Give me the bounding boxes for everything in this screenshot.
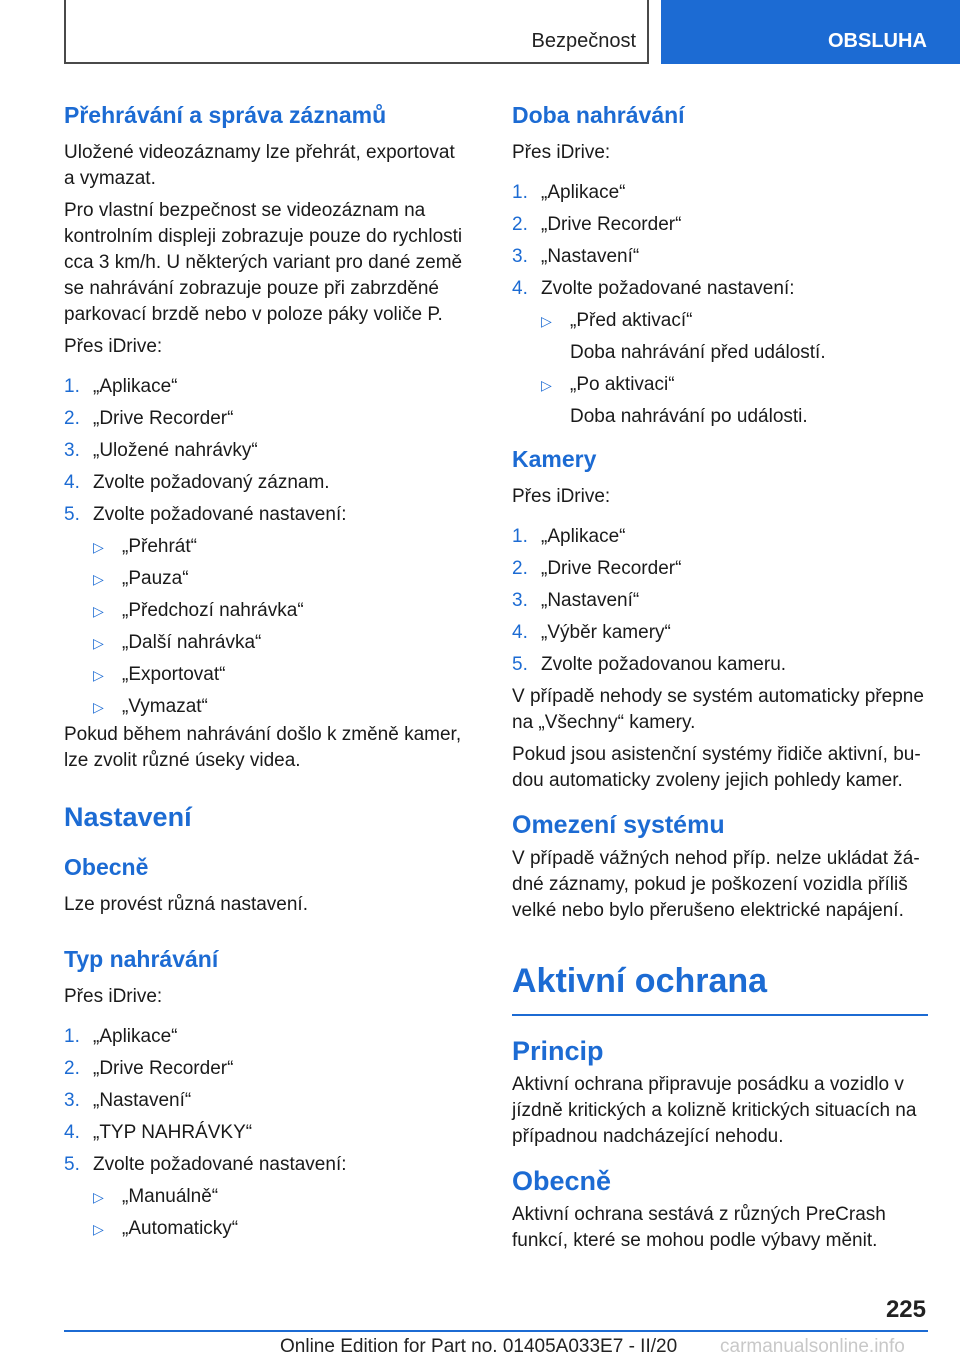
paragraph: Pokud během nahrávání došlo k změně kamer, lze zvolit různé úseky videa.	[64, 724, 462, 771]
list-item	[512, 212, 928, 238]
step-number: 3.	[512, 246, 528, 267]
option-item	[93, 534, 464, 560]
option-item	[93, 662, 464, 688]
steps-list	[512, 524, 928, 678]
option-text: „Po aktivaci“	[570, 374, 675, 395]
options-list	[93, 534, 464, 720]
heading-general: Obecně	[64, 854, 149, 880]
option-item	[541, 308, 928, 366]
option-item	[93, 1184, 464, 1210]
steps-list	[64, 374, 464, 720]
options-list	[541, 308, 928, 430]
list-item	[512, 620, 928, 646]
triangle-bullet-icon: ▷	[93, 699, 104, 715]
list-item	[64, 1152, 464, 1242]
list-item	[64, 470, 464, 496]
header-chapter-tab: OBSLUHA	[661, 0, 960, 64]
triangle-bullet-icon: ▷	[93, 1221, 104, 1237]
via-idrive: Přes iDrive:	[64, 986, 163, 1007]
step-text: Zvolte požadované nastavení:	[93, 1154, 347, 1175]
paragraph: V případě nehody se systém automaticky přepne na „Všechny“ kamery.	[512, 686, 924, 733]
list-item	[512, 180, 928, 206]
step-number: 5.	[512, 654, 528, 675]
heading-system-limits: Omezení systému	[512, 811, 725, 839]
step-text: Zvolte požadovanou kameru.	[541, 654, 787, 675]
triangle-bullet-icon: ▷	[93, 667, 104, 683]
list-item	[64, 374, 464, 400]
list-item	[512, 652, 928, 678]
list-item	[512, 556, 928, 582]
option-item	[93, 1216, 464, 1242]
via-idrive: Přes iDrive:	[64, 336, 163, 357]
triangle-bullet-icon: ▷	[541, 377, 552, 393]
option-text: „Před aktivací“	[570, 310, 693, 331]
step-number: 4.	[64, 472, 80, 493]
heading-settings: Nastavení	[64, 802, 192, 832]
step-number: 3.	[64, 1090, 80, 1111]
heading-playback: Přehrávání a správa záznamů	[64, 102, 387, 128]
list-item	[512, 276, 928, 430]
header-section-title: Bezpečnost	[531, 30, 636, 52]
triangle-bullet-icon: ▷	[541, 313, 552, 329]
triangle-bullet-icon: ▷	[93, 635, 104, 651]
steps-list	[512, 180, 928, 430]
step-text: „Aplikace“	[541, 526, 626, 547]
step-text: „Uložené nahrávky“	[93, 440, 258, 461]
step-text: „TYP NAHRÁVKY“	[93, 1122, 253, 1143]
option-text: „Pauza“	[122, 568, 189, 589]
list-item	[512, 524, 928, 550]
step-text: „Drive Recorder“	[541, 214, 682, 235]
list-item	[64, 1056, 464, 1082]
list-item	[64, 502, 464, 720]
step-text: „Drive Recorder“	[93, 408, 234, 429]
step-number: 1.	[512, 526, 528, 547]
step-text: „Drive Recorder“	[93, 1058, 234, 1079]
step-number: 5.	[64, 1154, 80, 1175]
footer-divider	[64, 1330, 928, 1332]
step-number: 4.	[512, 278, 528, 299]
heading-active-protection: Aktivní ochrana	[512, 958, 928, 1016]
step-number: 1.	[64, 1026, 80, 1047]
list-item	[64, 406, 464, 432]
step-number: 2.	[64, 1058, 80, 1079]
step-text: „Výběr kamery“	[541, 622, 671, 643]
step-text: „Nastavení“	[93, 1090, 192, 1111]
step-number: 2.	[512, 558, 528, 579]
step-number: 1.	[64, 376, 80, 397]
option-text: „Přehrát“	[122, 536, 197, 557]
step-text: „Nastavení“	[541, 246, 640, 267]
list-item	[512, 588, 928, 614]
paragraph: V případě vážných nehod příp. nelze ukládat žádné záznamy, pokud je poškození vozidla příliš velké nebo bylo přerušeno elektrické napájení.	[512, 848, 920, 921]
step-text: „Nastavení“	[541, 590, 640, 611]
step-text: Zvolte požadované nastavení:	[93, 504, 347, 525]
option-text: „Vymazat“	[122, 696, 208, 717]
step-number: 3.	[512, 590, 528, 611]
left-column	[64, 100, 464, 1248]
paragraph: Aktivní ochrana připravuje posádku a vozidlo v jízdně kritických a kolizně kritických situacích na případnou nadcházející nehodu.	[512, 1074, 917, 1147]
step-text: „Drive Recorder“	[541, 558, 682, 579]
options-list	[93, 1184, 464, 1242]
paragraph: Pro vlastní bezpečnost se videozáznam na kontrolním displeji zobrazuje pouze do rychlosti cca 3 km/h. U některých variant pro dané země se nahrávání zobrazuje pouze při zabrzděné parkovací brzdě nebo v poloze páky voliče P.	[64, 200, 463, 325]
step-text: „Aplikace“	[93, 1026, 178, 1047]
list-item	[64, 438, 464, 464]
option-text: „Automaticky“	[122, 1218, 239, 1239]
step-number: 4.	[64, 1122, 80, 1143]
step-number: 5.	[64, 504, 80, 525]
paragraph: Aktivní ochrana sestává z různých PreCrash funkcí, které se mohou podle výbavy měnit.	[512, 1204, 886, 1251]
step-number: 1.	[512, 182, 528, 203]
step-number: 2.	[64, 408, 80, 429]
option-item	[93, 630, 464, 656]
option-description: Doba nahrávání po události.	[570, 406, 808, 427]
option-item	[93, 598, 464, 624]
heading-recording-type: Typ nahrávání	[64, 946, 219, 972]
step-number: 4.	[512, 622, 528, 643]
heading-principle: Princip	[512, 1036, 604, 1066]
step-number: 2.	[512, 214, 528, 235]
paragraph: Uložené videozáznamy lze přehrát, exportovat a vymazat.	[64, 142, 455, 189]
step-text: „Aplikace“	[93, 376, 178, 397]
triangle-bullet-icon: ▷	[93, 1189, 104, 1205]
step-text: „Aplikace“	[541, 182, 626, 203]
paragraph: Lze provést různá nastavení.	[64, 894, 308, 915]
footer-edition: Online Edition for Part no. 01405A033E7 - II/20	[280, 1336, 678, 1357]
heading-recording-duration: Doba nahrávání	[512, 102, 685, 128]
heading-general: Obecně	[512, 1166, 612, 1196]
list-item	[512, 244, 928, 270]
triangle-bullet-icon: ▷	[93, 571, 104, 587]
steps-list	[64, 1024, 464, 1242]
triangle-bullet-icon: ▷	[93, 603, 104, 619]
heading-cameras: Kamery	[512, 446, 597, 472]
right-column	[512, 100, 928, 1260]
triangle-bullet-icon: ▷	[93, 539, 104, 555]
page-number: 225	[885, 1296, 926, 1323]
option-text: „Manuálně“	[122, 1186, 219, 1207]
step-text: Zvolte požadované nastavení:	[541, 278, 795, 299]
option-item	[541, 372, 928, 430]
step-number: 3.	[64, 440, 80, 461]
option-item	[93, 566, 464, 592]
option-text: „Exportovat“	[122, 664, 226, 685]
via-idrive: Přes iDrive:	[512, 142, 611, 163]
option-description: Doba nahrávání před událostí.	[570, 342, 826, 363]
step-text: Zvolte požadovaný záznam.	[93, 472, 330, 493]
option-text: „Další nahrávka“	[122, 632, 262, 653]
via-idrive: Přes iDrive:	[512, 486, 611, 507]
paragraph: Pokud jsou asistenční systémy řidiče aktivní, budou automaticky zvoleny jejich pohledy kamer.	[512, 744, 921, 791]
footer-watermark: carmanualsonline.info	[720, 1336, 905, 1357]
option-item	[93, 694, 464, 720]
list-item	[64, 1088, 464, 1114]
list-item	[64, 1120, 464, 1146]
list-item	[64, 1024, 464, 1050]
option-text: „Předchozí nahrávka“	[122, 600, 304, 621]
